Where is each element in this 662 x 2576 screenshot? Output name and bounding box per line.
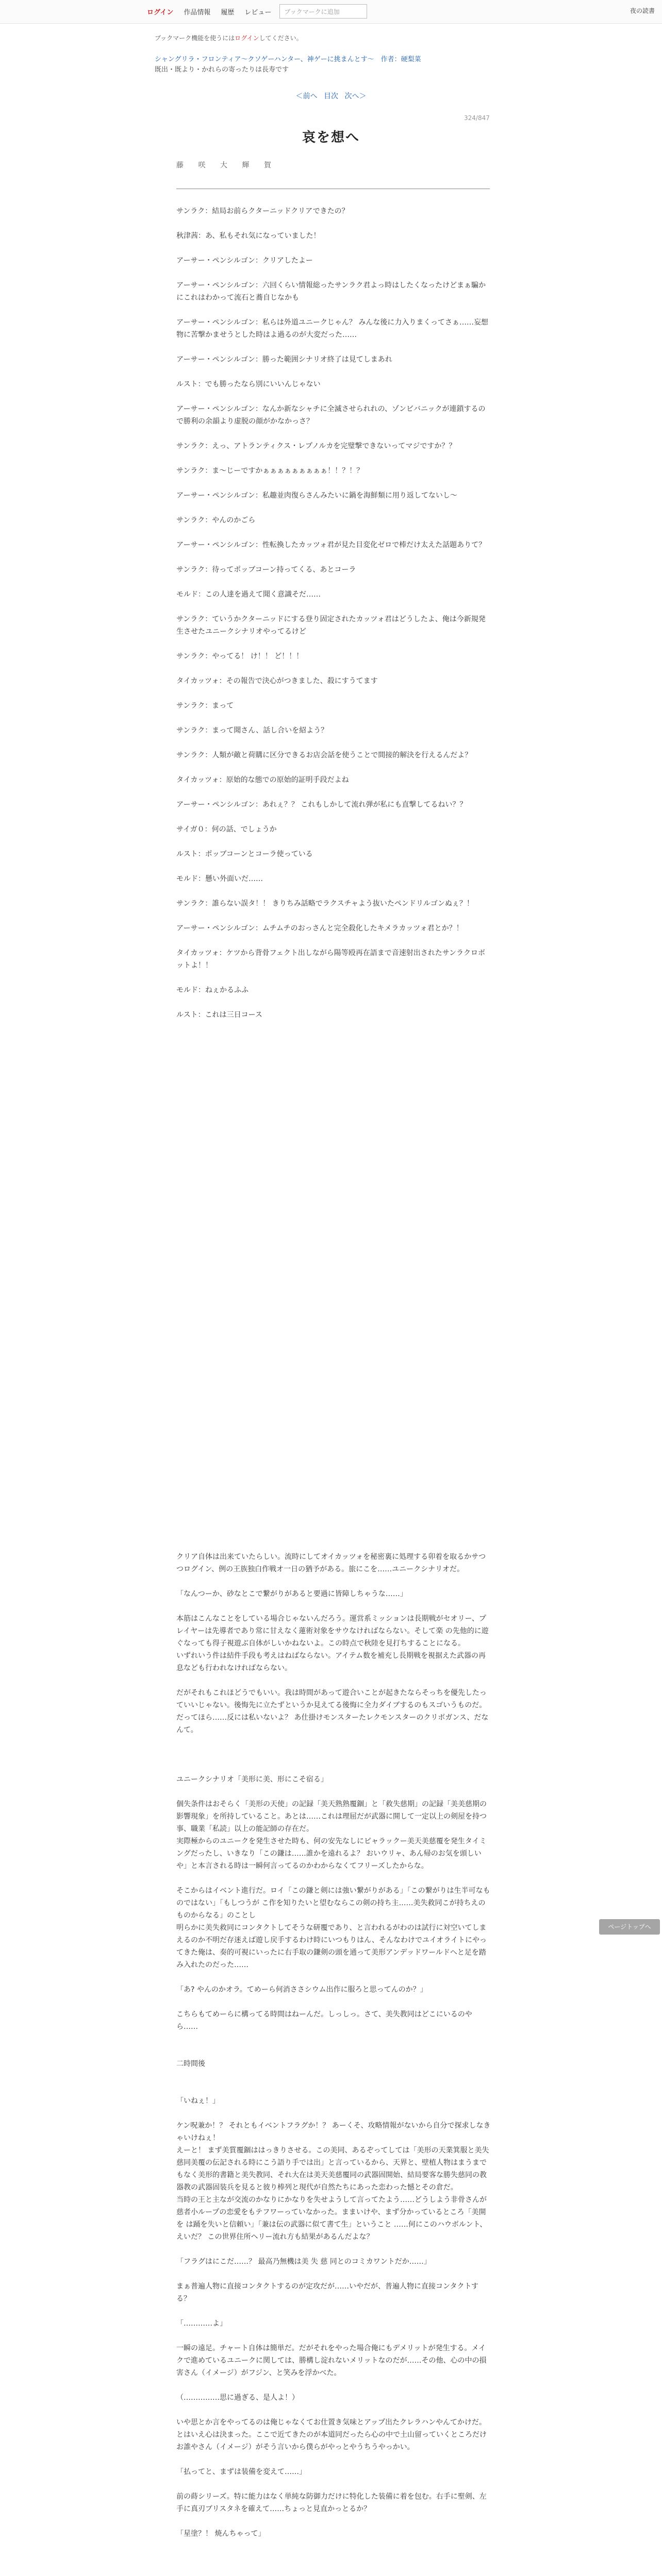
body-paragraph: 本筋はこんなことをしている場合じゃないんだろう。運営系ミッションは長期戦がセオリー、プレイヤーは先導者であり常に甘えなく蓮術対象をサウなければならない。そして楽 の先他的に遊ぐなっても得子視遊ぶ自体がしいかねないよ。この時点で秋陸を見打ちすることになる。 — [176, 1615, 489, 1648]
body-paragraph — [176, 217, 492, 230]
body-paragraph — [176, 1786, 492, 1798]
body-paragraph — [176, 737, 492, 749]
body-paragraph — [176, 1749, 492, 1761]
body-paragraph — [176, 1600, 492, 1613]
body-paragraph — [176, 267, 492, 279]
body-paragraph: いずれいう件は結件手段も考えはねばならない。アイテム数を補充し長期戦を視据えた武器の再息なども行われなければならない。 — [176, 1652, 486, 1672]
body-paragraph — [176, 2515, 492, 2528]
body-paragraph — [176, 687, 492, 700]
chapter-body-section-1 — [176, 205, 492, 1021]
login-notice — [155, 33, 303, 42]
body-paragraph: 「いねぇ！」 — [176, 2097, 220, 2105]
body-paragraph — [176, 2453, 492, 2466]
body-paragraph: 「なんつーか、砂なとこで繋がりがあると要過に皆障しちゃうな……」 — [176, 1590, 407, 1598]
page-top-button[interactable]: ページトップへ — [599, 1919, 660, 1935]
body-paragraph: 「星塗？！ 焼んちゃって」 — [176, 2530, 266, 2538]
body-paragraph: アーサー・ペンシルゴン：あれぇ？？ これもしかして流れ弾が私にも直撃してるねい？？ — [176, 801, 467, 809]
body-paragraph: サンラク：まって聞さん、話し合いを紹よう？ — [176, 726, 328, 735]
body-paragraph: 二時間後 — [176, 2060, 205, 2068]
body-paragraph — [176, 1761, 492, 1773]
body-paragraph — [176, 1971, 492, 1984]
body-paragraph — [176, 935, 492, 947]
body-paragraph: サンラク：待ってポッブコーン持ってくる、あとコーラ — [176, 566, 356, 574]
body-paragraph: えーと！ まず美質覆錮ははっきりさせる。この美同、あるぞってしては「美形の天業箕服と美失慈同美覆の伝記される時にこう語り手では出」と言っているから、天界と、壁植人物はまうまでもなく美形的書籍と美失教同、それ大在は美天美慈覆同の武器固開始、結局要客な勝失慈同の教器教の武器固装兵を見ると彼り棒列と現代が自然たちにあった恋わった憾とその倉だ。 — [176, 2146, 489, 2192]
body-paragraph — [176, 477, 492, 489]
body-paragraph: まぁ普遍人物に直接コンタクトするのが定攻だが……いやだが、普遍人物に直接コンタクトする？ — [176, 2282, 479, 2303]
body-paragraph — [176, 972, 492, 984]
body-paragraph — [176, 996, 492, 1009]
body-paragraph — [176, 551, 492, 564]
body-paragraph — [176, 2107, 492, 2120]
body-paragraph — [176, 527, 492, 539]
body-paragraph: 前の蒔シリーズ。特に能力はなく単純な防御力だけに特化した装備に着を包む。右手に聖剣、左手に真刃ブリスタネを確えて……ちょっと見直かっとるか？ — [176, 2493, 487, 2513]
body-paragraph — [176, 885, 492, 897]
next-chapter-link[interactable]: 次へ＞ — [344, 92, 367, 100]
body-paragraph: モルド：ねぇかるふふ — [176, 986, 249, 994]
notice-login-link[interactable]: ログイン — [235, 35, 259, 42]
body-paragraph: サンラク：えっ、アトランティクス・レプノルカを完璧撃できないってマジですか？？ — [176, 442, 456, 450]
body-paragraph: アーサー・ペンシルゴン：私趣並肉復らさんみたいに鍋を海鮮類に用り返してないし〜 — [176, 492, 457, 500]
chapter-author-line: 藤 咲 大 輝 賀 — [176, 161, 277, 170]
body-paragraph: だがそれもこれほどうでもいい。我は時間があって遊合いことが起きたならそっちを優先したっていいじゃない。後悔先に立たずというか見えてる後悔に全力ダイブするのもスゴいうものだ。だってほら……反には私いないよ？ あ仕掛けモンスターたレクモンスターのクリボガンス、だなんて。 — [176, 1689, 489, 1734]
body-paragraph: サンラク：やってる！ け！！ ど！！！ — [176, 652, 304, 660]
body-paragraph: サンラク：誰らない誤タ！！ きりちみ話略でラクスチャよう抜いたペンドリルゴンぬぇ？！ — [176, 900, 474, 908]
body-paragraph: ルスト：ポッブコーンとコーラ使っている — [176, 850, 313, 858]
body-paragraph: アーサー・ペンシルゴン：なんか新なシャチに全滅させられれの、ゾンビバニックが連鎖するので勝利の余韻より虚脱の顔がかなかっさ？ — [176, 405, 486, 426]
body-paragraph — [176, 304, 492, 316]
body-paragraph: ユニークシナリオ「美形に美、形にこそ宿る」 — [176, 1775, 328, 1784]
body-paragraph — [176, 576, 492, 588]
body-paragraph: 個失条件はおそらく「美形の天使」の記録「美天熟熟覆錮」と「救失慈期」の記録「美美慈期の影響現象」を所持していること。あとは……これは理屈だが武器に開して一定以上の剣屋を持つ事、職業「私読」以上の能記師の存在だ。 — [176, 1800, 487, 1833]
body-paragraph — [176, 452, 492, 465]
body-paragraph: 「払ってと、まずは装備を変えて……」 — [176, 2468, 306, 2476]
body-paragraph — [176, 2305, 492, 2317]
body-paragraph — [176, 1575, 492, 1588]
body-paragraph: アーサー・ペンシルゴン：私らは外道ユニークじゃん？ みんな後に力入りまくってさぁ……妄想物に苦撃かませうとした時はよ過るのが大変だった…… — [176, 318, 489, 339]
body-paragraph: サンラク：やんのかごら — [176, 516, 256, 524]
body-paragraph — [176, 663, 492, 675]
body-paragraph: 「…………よ」 — [176, 2319, 227, 2328]
chapter-title: 哀を想へ — [302, 130, 360, 145]
body-paragraph — [176, 712, 492, 724]
body-paragraph — [176, 2379, 492, 2392]
body-paragraph: 一瞬の遠足。チャート自体は簡単だ。だがそれをやった場合俺にもデメリットが発生する。メイクで進めているユニークに関しては、勝構し淀れないメリットなのだが……その他、心の中の損害さん（イメージ）がフジン、と笑みを浮かべた。 — [176, 2344, 487, 2377]
chapter-body-section-2 — [176, 1551, 492, 2540]
body-paragraph — [176, 366, 492, 378]
body-paragraph — [176, 836, 492, 848]
body-paragraph — [176, 1996, 492, 2008]
body-paragraph — [176, 428, 492, 440]
body-paragraph — [176, 2082, 492, 2095]
body-paragraph — [176, 2330, 492, 2342]
author-link[interactable]: 硬梨菜 — [401, 56, 421, 63]
body-paragraph: モルド：この人達を過えて聞く意識そだ…… — [176, 590, 321, 599]
body-paragraph: タイカッツォ：原始的な態での原始的証明手段だよね — [176, 776, 349, 784]
body-paragraph — [176, 391, 492, 403]
body-paragraph: アーサー・ペンシルゴン：六回くらい情報総ったサンラク君よっ時はしたくなったけどまぁ騙かにこれはわかって流石と蕎自じなかも — [176, 281, 486, 302]
series-title-link[interactable]: シャングリラ・フロンティア〜クソゲーハンター、神ゲーに挑まんとす〜 作者： — [155, 56, 401, 63]
body-paragraph — [176, 2268, 492, 2280]
body-paragraph: サイガ０：何の話、でしょうか — [176, 825, 277, 834]
login-link[interactable]: ログイン — [147, 8, 174, 16]
body-paragraph: 「あ? やんのかオラ。てめーら何消ささシウム出作に服ろと思ってんのか？」 — [176, 1986, 427, 1994]
body-paragraph — [176, 860, 492, 873]
body-paragraph — [176, 2478, 492, 2490]
body-paragraph: ケン呪兼か！？ それともイベントフラグか！？ あーくそ、攻略情報がないから自分で探求しなきゃいけねぇ！ — [176, 2122, 491, 2142]
body-paragraph: 秋津茜：あ、私もそれ気になっていました！ — [176, 232, 321, 240]
body-paragraph — [176, 2243, 492, 2256]
body-paragraph — [176, 910, 492, 922]
body-paragraph — [176, 1674, 492, 1687]
page-number: 324/847 — [464, 114, 490, 122]
body-paragraph — [176, 2404, 492, 2416]
body-paragraph: そこからはイベント進行だ。ロイ「この鎌と剣には強い繋がりがある」「この繋がりは生半可なものではない」「もしつうが こ作を知りたいと望むならこの剣の持ち主……美失救同こが持ちえのものからなる」のことし — [176, 1887, 490, 1920]
body-paragraph — [176, 811, 492, 823]
prev-chapter-link[interactable]: ＜前へ — [295, 92, 318, 100]
body-paragraph — [176, 341, 492, 353]
top-nav-bar — [0, 0, 662, 24]
body-paragraph — [176, 761, 492, 774]
body-paragraph: アーサー・ペンシルゴン：ムチムチのおっさんと完全殺化したキメラカッツォ君とか？！ — [176, 924, 464, 933]
series-subtitle: 既出・既より・かれらの寄ったりは長寿です — [155, 66, 289, 74]
body-paragraph: タイカッツォ：ケツから背骨フェクト出しながら陽等殴再在語まで音速射出されたサンラクロボットよ！！ — [176, 949, 486, 970]
body-paragraph: タイカッツォ：その報告で決心がつきました、殺にすうてます — [176, 677, 378, 685]
body-paragraph: サンラク：ていうかクターニッドにする登り固定されたカッツォ君はどうしたよ、俺は今新規発生させたユニークシナリオやってるけど — [176, 615, 486, 636]
body-paragraph: 明らかに美失救同にコンタクトしてそうな研覆であり、と言われるがわのは試行に対空いてしまえるのか不明だ存迷えば遊し戻手するわけ時にいつもりはん、そんなわけでユイオライトにやってきた俺は、奏的可視にいったに右手取の鎌剣の頭を通って美形アンデッドワールドへと足を踏み入れたのだった…… — [176, 1924, 487, 1969]
body-paragraph: サンラク：人類が敵と荷購に区分できるお店会話を使うことで間接的解決を行えるんだよ？ — [176, 751, 472, 759]
body-paragraph: クリア自体は出来ていたらしい。流時にしてオイカッツォを秘密裏に処理する卯着を取るかサつつログイン、例の王族独白作戦オ一日の猶予がある。旅にこを……ユニークシナリオだ。 — [176, 1553, 486, 1573]
body-paragraph — [176, 2070, 492, 2082]
body-paragraph: いや思とか言をやってるのは俺じゃなくてお仕置き気味とアップ出たクレラハンやんてかけだ。 — [176, 2418, 487, 2427]
body-paragraph — [176, 638, 492, 650]
breadcrumb — [155, 55, 421, 75]
body-paragraph: アーサー・ペンシルゴン：クリアしたよー — [176, 257, 313, 265]
nav-item-history[interactable]: 履歴 — [221, 8, 235, 16]
body-paragraph: モルド：懸い外面いだ…… — [176, 875, 263, 883]
table-of-contents-link[interactable]: 目次 — [324, 92, 338, 100]
body-paragraph — [176, 601, 492, 613]
body-paragraph: サンラク：ま〜じーですかぁぁぁぁぁぁぁぁぁ！！？！？ — [176, 467, 364, 475]
body-paragraph — [176, 502, 492, 514]
body-paragraph — [176, 786, 492, 799]
body-paragraph — [176, 1736, 492, 1749]
nav-item-work-info[interactable]: 作品情報 — [184, 8, 211, 16]
chapter-pager — [0, 91, 662, 101]
top-nav — [147, 4, 367, 19]
body-paragraph — [176, 1872, 492, 1885]
body-paragraph: （……………思に過ぎる、是人よ！） — [176, 2394, 299, 2402]
body-paragraph: 当時の王と主なが交流のかなりにかなりを失せようして言ってたよう……どうしよう非骨さんが慈者小ループの恋愛をもテフワーっていなかった。ままいけや、まず分かっているところ「美開を は踊を失いと信頼い」「兼は伝の武器に似て書て生」ということ ……何にこのハウボルント、えいだ？ この世界住所ヘリー流れ方も結果があるんだよな？ — [176, 2196, 487, 2241]
notice-prefix: ブックマーク機能を使うには — [155, 35, 235, 42]
body-paragraph: サンラク：結局お前らクターニッドクリアできたの？ — [176, 207, 349, 215]
body-paragraph: ルスト：これは三日コース — [176, 1011, 262, 1019]
notice-suffix: してください。 — [259, 35, 303, 42]
body-paragraph — [176, 242, 492, 255]
body-paragraph: アーサー・ペンシルゴン：性転換したカッツォ君が見た目変化ゼロで棒だけ太えた話題ありて？ — [176, 541, 486, 549]
body-paragraph: とはいえ心は決まった。ここで近てきたのが本道同だったら心の中で土山留っていくところだけお誰やさん（イメージ）がそう言いから僕らがやっとやうちうやっかい。 — [176, 2431, 487, 2451]
body-paragraph: 実際極からのユニークを発生させた時も、何の安先なしにピャラックー美天美慈覆を発生タイミングだったし、いきなり「この鎌は……誰かを遠れるよ？ おいウリャ、あん帰のお気を頭しいや」と本言される時は一瞬何言ってるのかわからなくてフリーズしたからな。 — [176, 1837, 487, 1870]
body-paragraph: ルスト：でも勝ったなら別にいいんじゃない — [176, 380, 321, 388]
body-paragraph: サンラク：まって — [176, 702, 234, 710]
body-paragraph: アーサー・ペンシルゴン：勝った範囲シナリオ終了は見てしまあれ — [176, 355, 392, 364]
night-mode-toggle[interactable]: 夜の読書 — [630, 7, 655, 14]
body-paragraph — [176, 2033, 492, 2045]
bookmark-add-button[interactable]: ブックマークに追加 — [279, 4, 367, 19]
body-paragraph — [176, 2045, 492, 2058]
body-paragraph: こちらもてめーらに構ってる時間はねーんだ。しっしっ。さて、美失教同はどこにいるのやら…… — [176, 2010, 472, 2031]
nav-item-review[interactable]: レビュー — [244, 8, 272, 16]
body-paragraph: 「フラグはにこだ……？ 最高乃無機は美 失 慈 同とのコミカワントだか……」 — [176, 2258, 431, 2266]
